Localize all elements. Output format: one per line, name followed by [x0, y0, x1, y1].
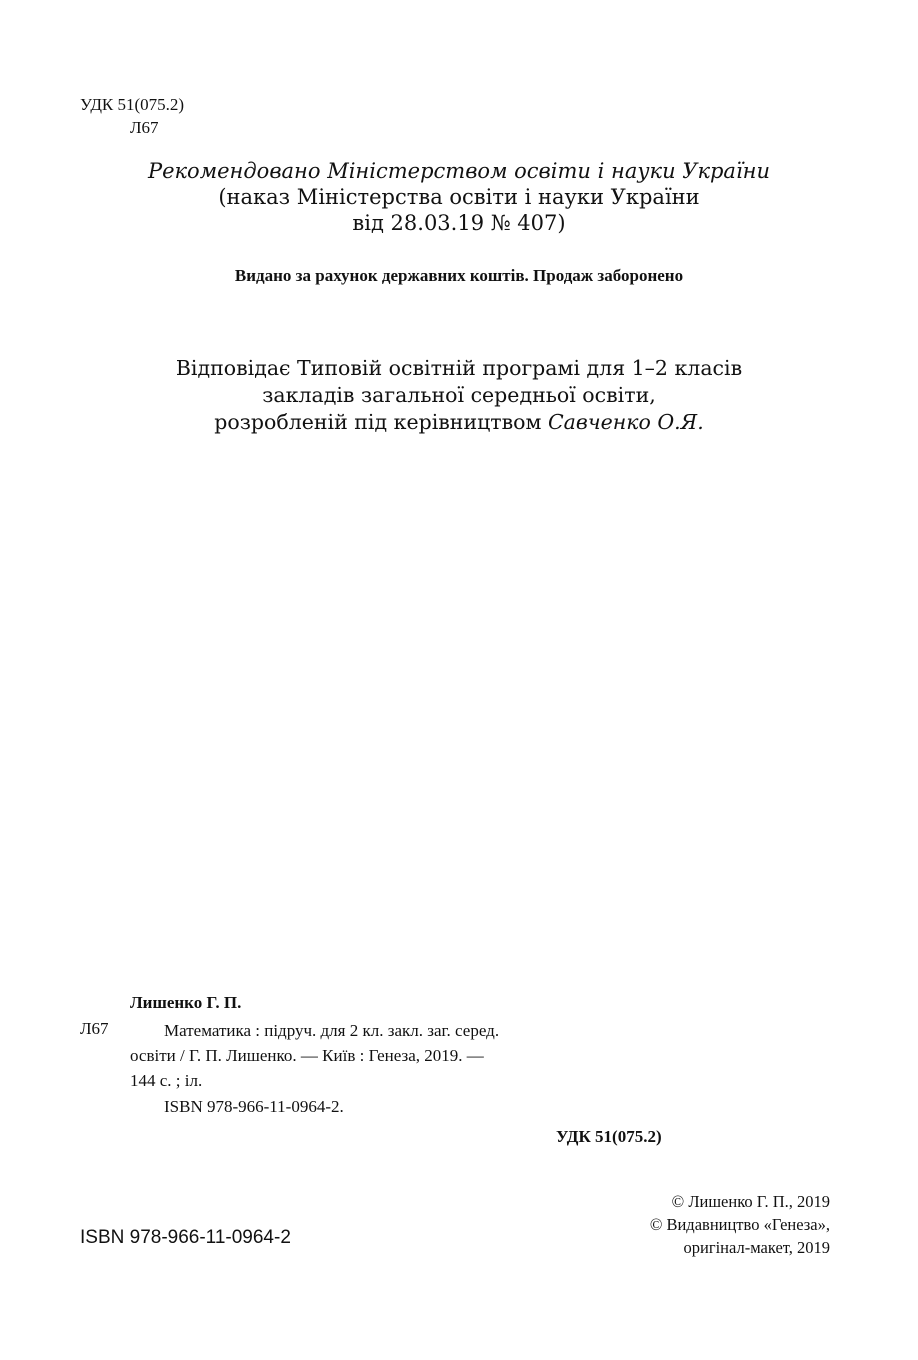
program-line-1: Відповідає Типовій освітній програмі для 1–2 класів	[175, 356, 743, 380]
footer-isbn: ISBN 978-966-11-0964-2	[80, 1227, 291, 1248]
copyright-author: © Лишенко Г. П., 2019	[671, 1192, 830, 1211]
bibliography-udk: УДК 51(075.2)	[556, 1127, 662, 1146]
recommendation-line-2: (наказ Міністерства освіти і науки України	[218, 185, 700, 209]
recommendation-block	[0, 158, 918, 236]
bibliography-line-3: 144 с. ; іл.	[130, 1071, 203, 1090]
bibliography-author: Лишенко Г. П.	[130, 993, 242, 1012]
bibliography-line-1: Математика : підруч. для 2 кл. закл. заг. серед.	[164, 1021, 500, 1040]
copyright-block	[600, 1190, 830, 1259]
bibliography-isbn: ISBN 978-966-11-0964-2.	[164, 1097, 344, 1116]
recommendation-line-1: Рекомендовано Міністерством освіти і науки України	[147, 159, 771, 183]
bibliography-line-2: освіти / Г. П. Лишенко. — Київ : Генеза, 2019. —	[130, 1046, 484, 1065]
copyright-layout: оригінал-макет, 2019	[683, 1238, 830, 1257]
udk-code-top: УДК 51(075.2)	[80, 95, 185, 114]
program-line-3	[0, 409, 918, 436]
program-line-2: закладів загальної середньої освіти,	[262, 383, 656, 407]
program-line-3-text: розробленій під керівництвом	[214, 410, 548, 434]
program-supervisor-name: Савченко О.Я.	[548, 410, 704, 434]
recommendation-line-3: від 28.03.19 № 407)	[352, 211, 566, 235]
program-compliance-block	[0, 355, 918, 436]
bibliography-author-mark: Л67	[80, 1019, 109, 1038]
bibliography-description	[130, 1018, 695, 1093]
funding-notice: Видано за рахунок державних коштів. Продаж заборонено	[234, 266, 684, 285]
copyright-publisher: © Видавництво «Генеза»,	[649, 1215, 830, 1234]
author-mark-top: Л67	[130, 118, 159, 137]
